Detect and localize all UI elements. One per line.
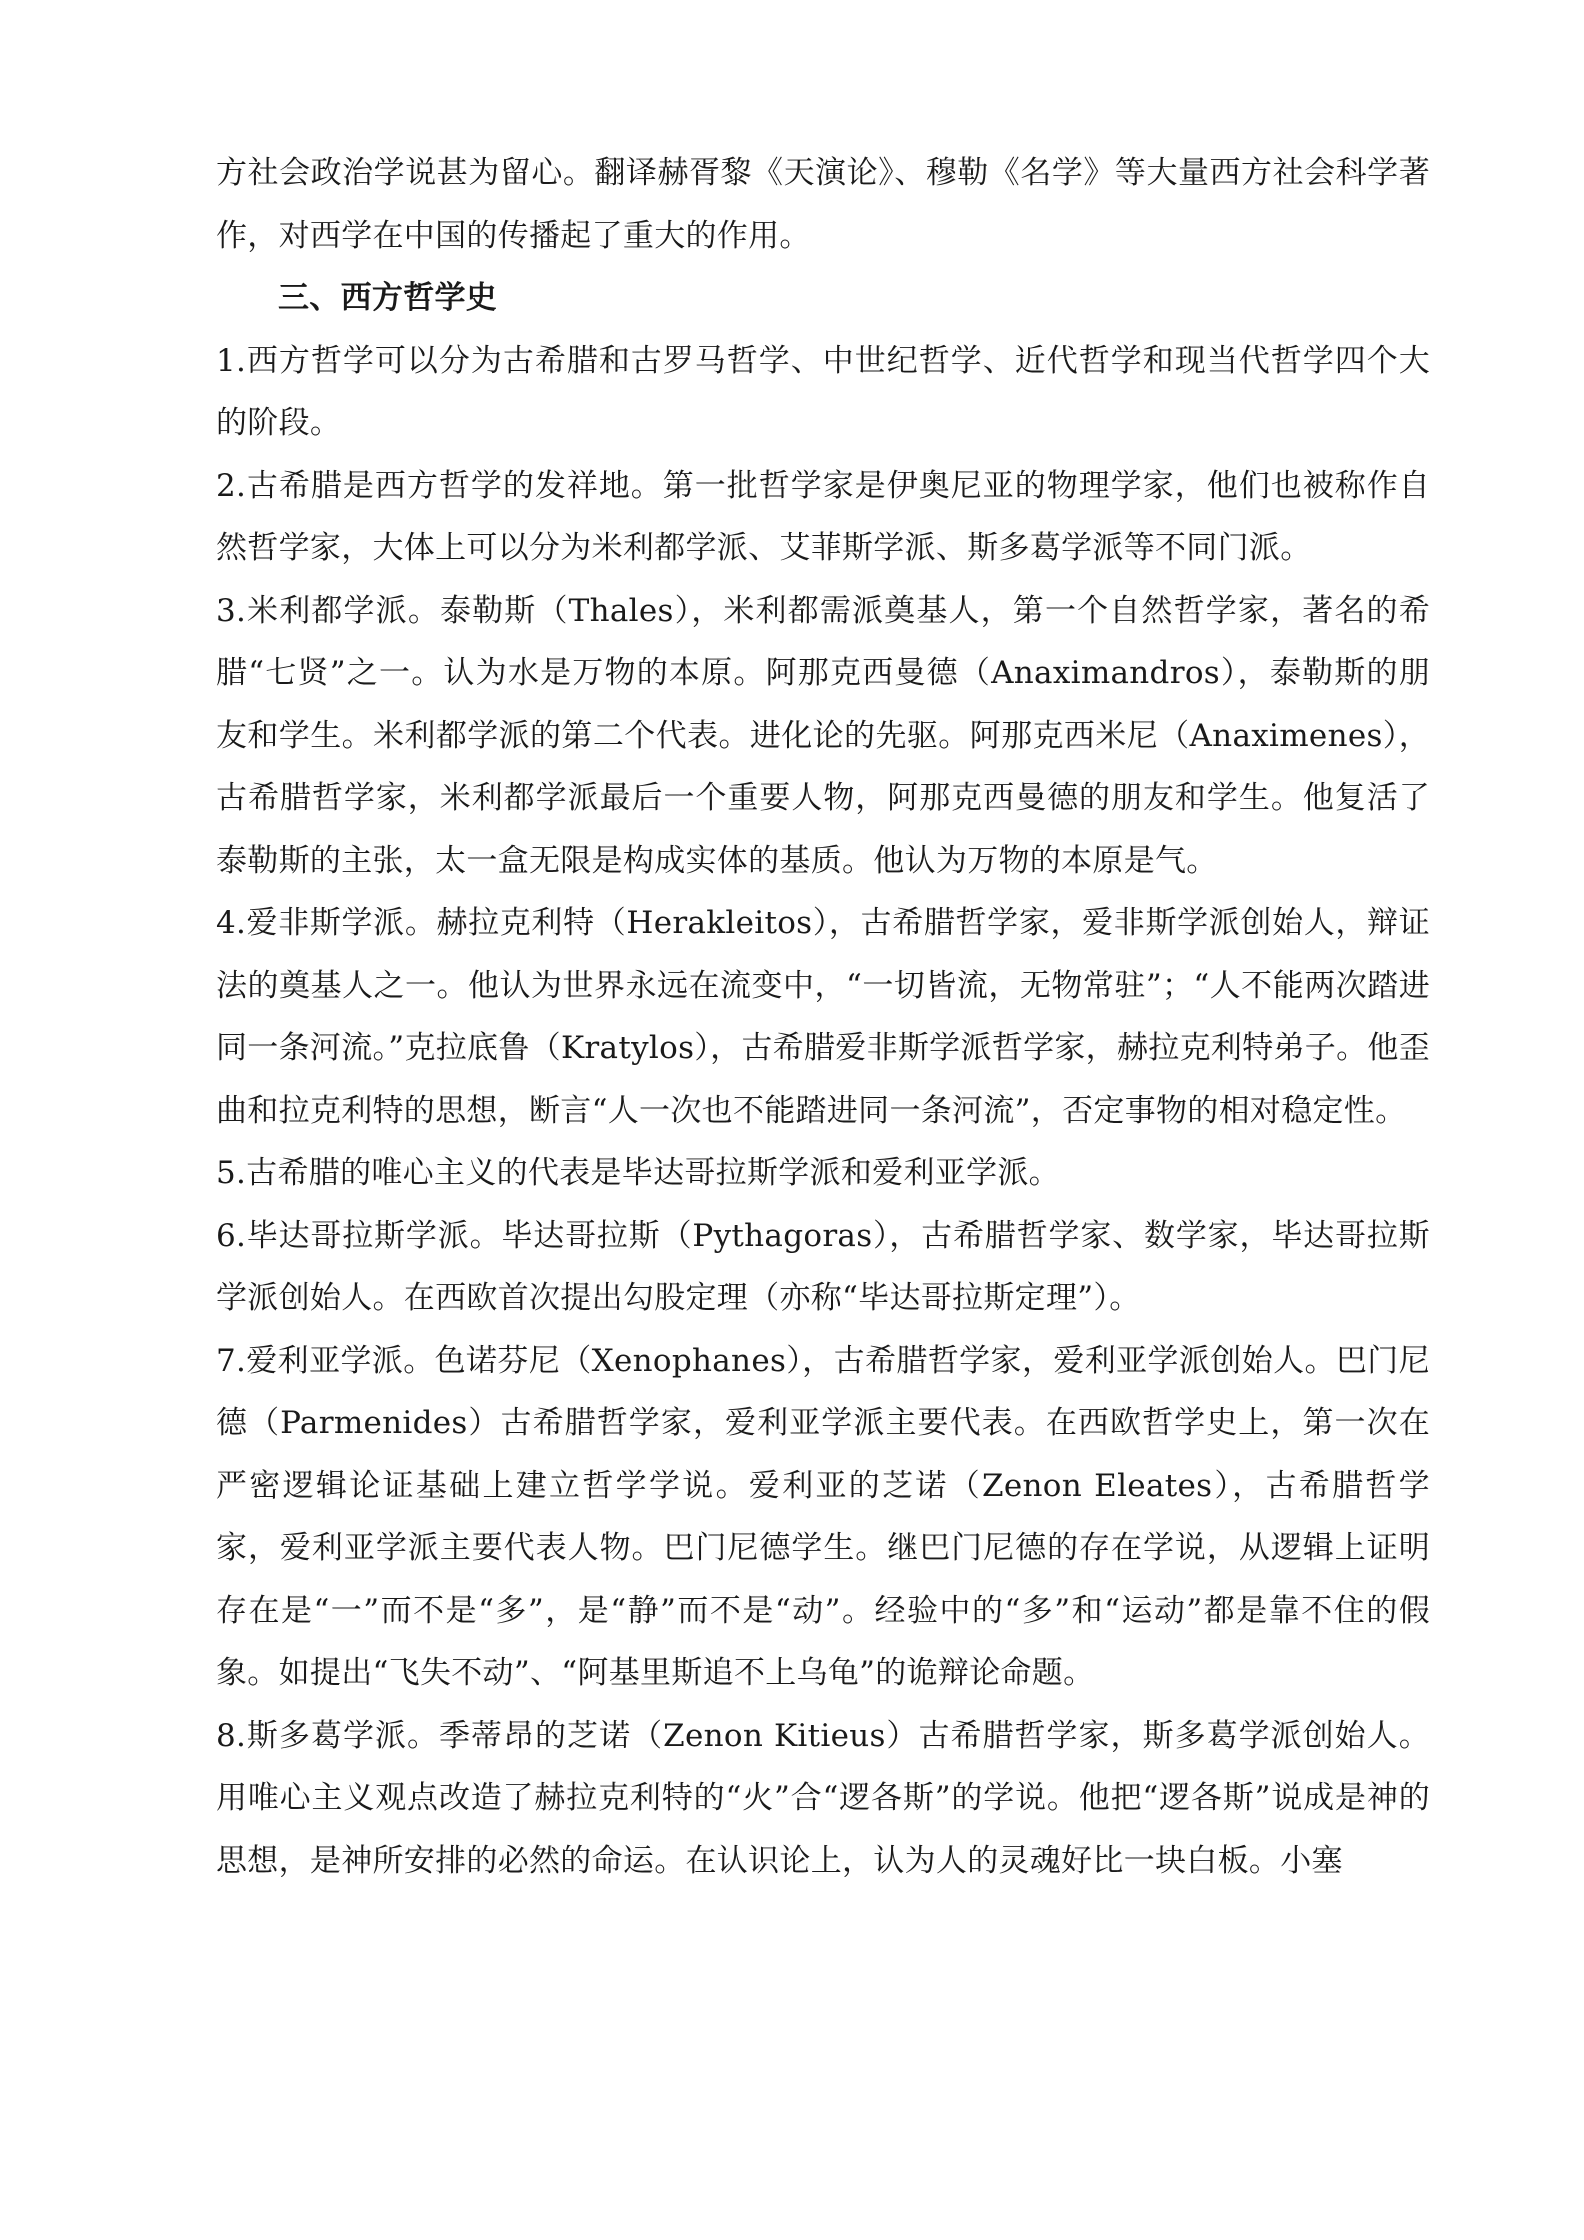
list-item-3: 3.米利都学派。泰勒斯（Thales），米利都需派奠基人，第一个自然哲学家，著名的希腊“七贤”之一。认为水是万物的本原。阿那克西曼德（Anaximandros），泰勒斯的朋友和学生。米利都学派的第二个代表。进化论的先驱。阿那克西米尼（Anaximenes），古希腊哲学家，米利都学派最后一个重要人物，阿那克西曼德的朋友和学生。他复活了泰勒斯的主张，太一盒无限是构成实体的基质。他认为万物的本原是气。 [216, 592, 1430, 879]
list-item-1: 1.西方哲学可以分为古希腊和古罗马哲学、中世纪哲学、近代哲学和现当代哲学四个大的阶段。 [216, 342, 1430, 441]
document-body [216, 142, 1430, 1892]
intro-paragraph: 方社会政治学说甚为留心。翻译赫胥黎《天演论》、穆勒《名学》等大量西方社会科学著作，对西学在中国的传播起了重大的作用。 [216, 155, 1430, 254]
list-item-2: 2.古希腊是西方哲学的发祥地。第一批哲学家是伊奥尼亚的物理学家，他们也被称作自然哲学家，大体上可以分为米利都学派、艾菲斯学派、斯多葛学派等不同门派。 [216, 467, 1430, 566]
list-item-8: 8.斯多葛学派。季蒂昂的芝诺（Zenon Kitieus）古希腊哲学家，斯多葛学派创始人。用唯心主义观点改造了赫拉克利特的“火”合“逻各斯”的学说。他把“逻各斯”说成是神的思想，是神所安排的必然的命运。在认识论上，认为人的灵魂好比一块白板。小塞 [216, 1717, 1430, 1879]
section-heading: 三、西方哲学史 [278, 280, 498, 316]
list-item-6: 6.毕达哥拉斯学派。毕达哥拉斯（Pythagoras），古希腊哲学家、数学家，毕达哥拉斯学派创始人。在西欧首次提出勾股定理（亦称“毕达哥拉斯定理”）。 [216, 1217, 1430, 1316]
list-item-7: 7.爱利亚学派。色诺芬尼（Xenophanes），古希腊哲学家，爱利亚学派创始人。巴门尼德（Parmenides）古希腊哲学家，爱利亚学派主要代表。在西欧哲学史上，第一次在严密逻辑论证基础上建立哲学学说。爱利亚的芝诺（Zenon Eleates），古希腊哲学家，爱利亚学派主要代表人物。巴门尼德学生。继巴门尼德的存在学说，从逻辑上证明存在是“一”而不是“多”，是“静”而不是“动”。经验中的“多”和“运动”都是靠不住的假象。如提出“飞失不动”、“阿基里斯追不上乌龟”的诡辩论命题。 [216, 1342, 1430, 1691]
list-item-4: 4.爱非斯学派。赫拉克利特（Herakleitos），古希腊哲学家，爱非斯学派创始人，辩证法的奠基人之一。他认为世界永远在流变中，“一切皆流，无物常驻”；“人不能两次踏进同一条河流。”克拉底鲁（Kratylos），古希腊爱非斯学派哲学家，赫拉克利特弟子。他歪曲和拉克利特的思想，断言“人一次也不能踏进同一条河流”，否定事物的相对稳定性。 [216, 905, 1430, 1129]
list-item-5: 5.古希腊的唯心主义的代表是毕达哥拉斯学派和爱利亚学派。 [216, 1155, 1060, 1191]
